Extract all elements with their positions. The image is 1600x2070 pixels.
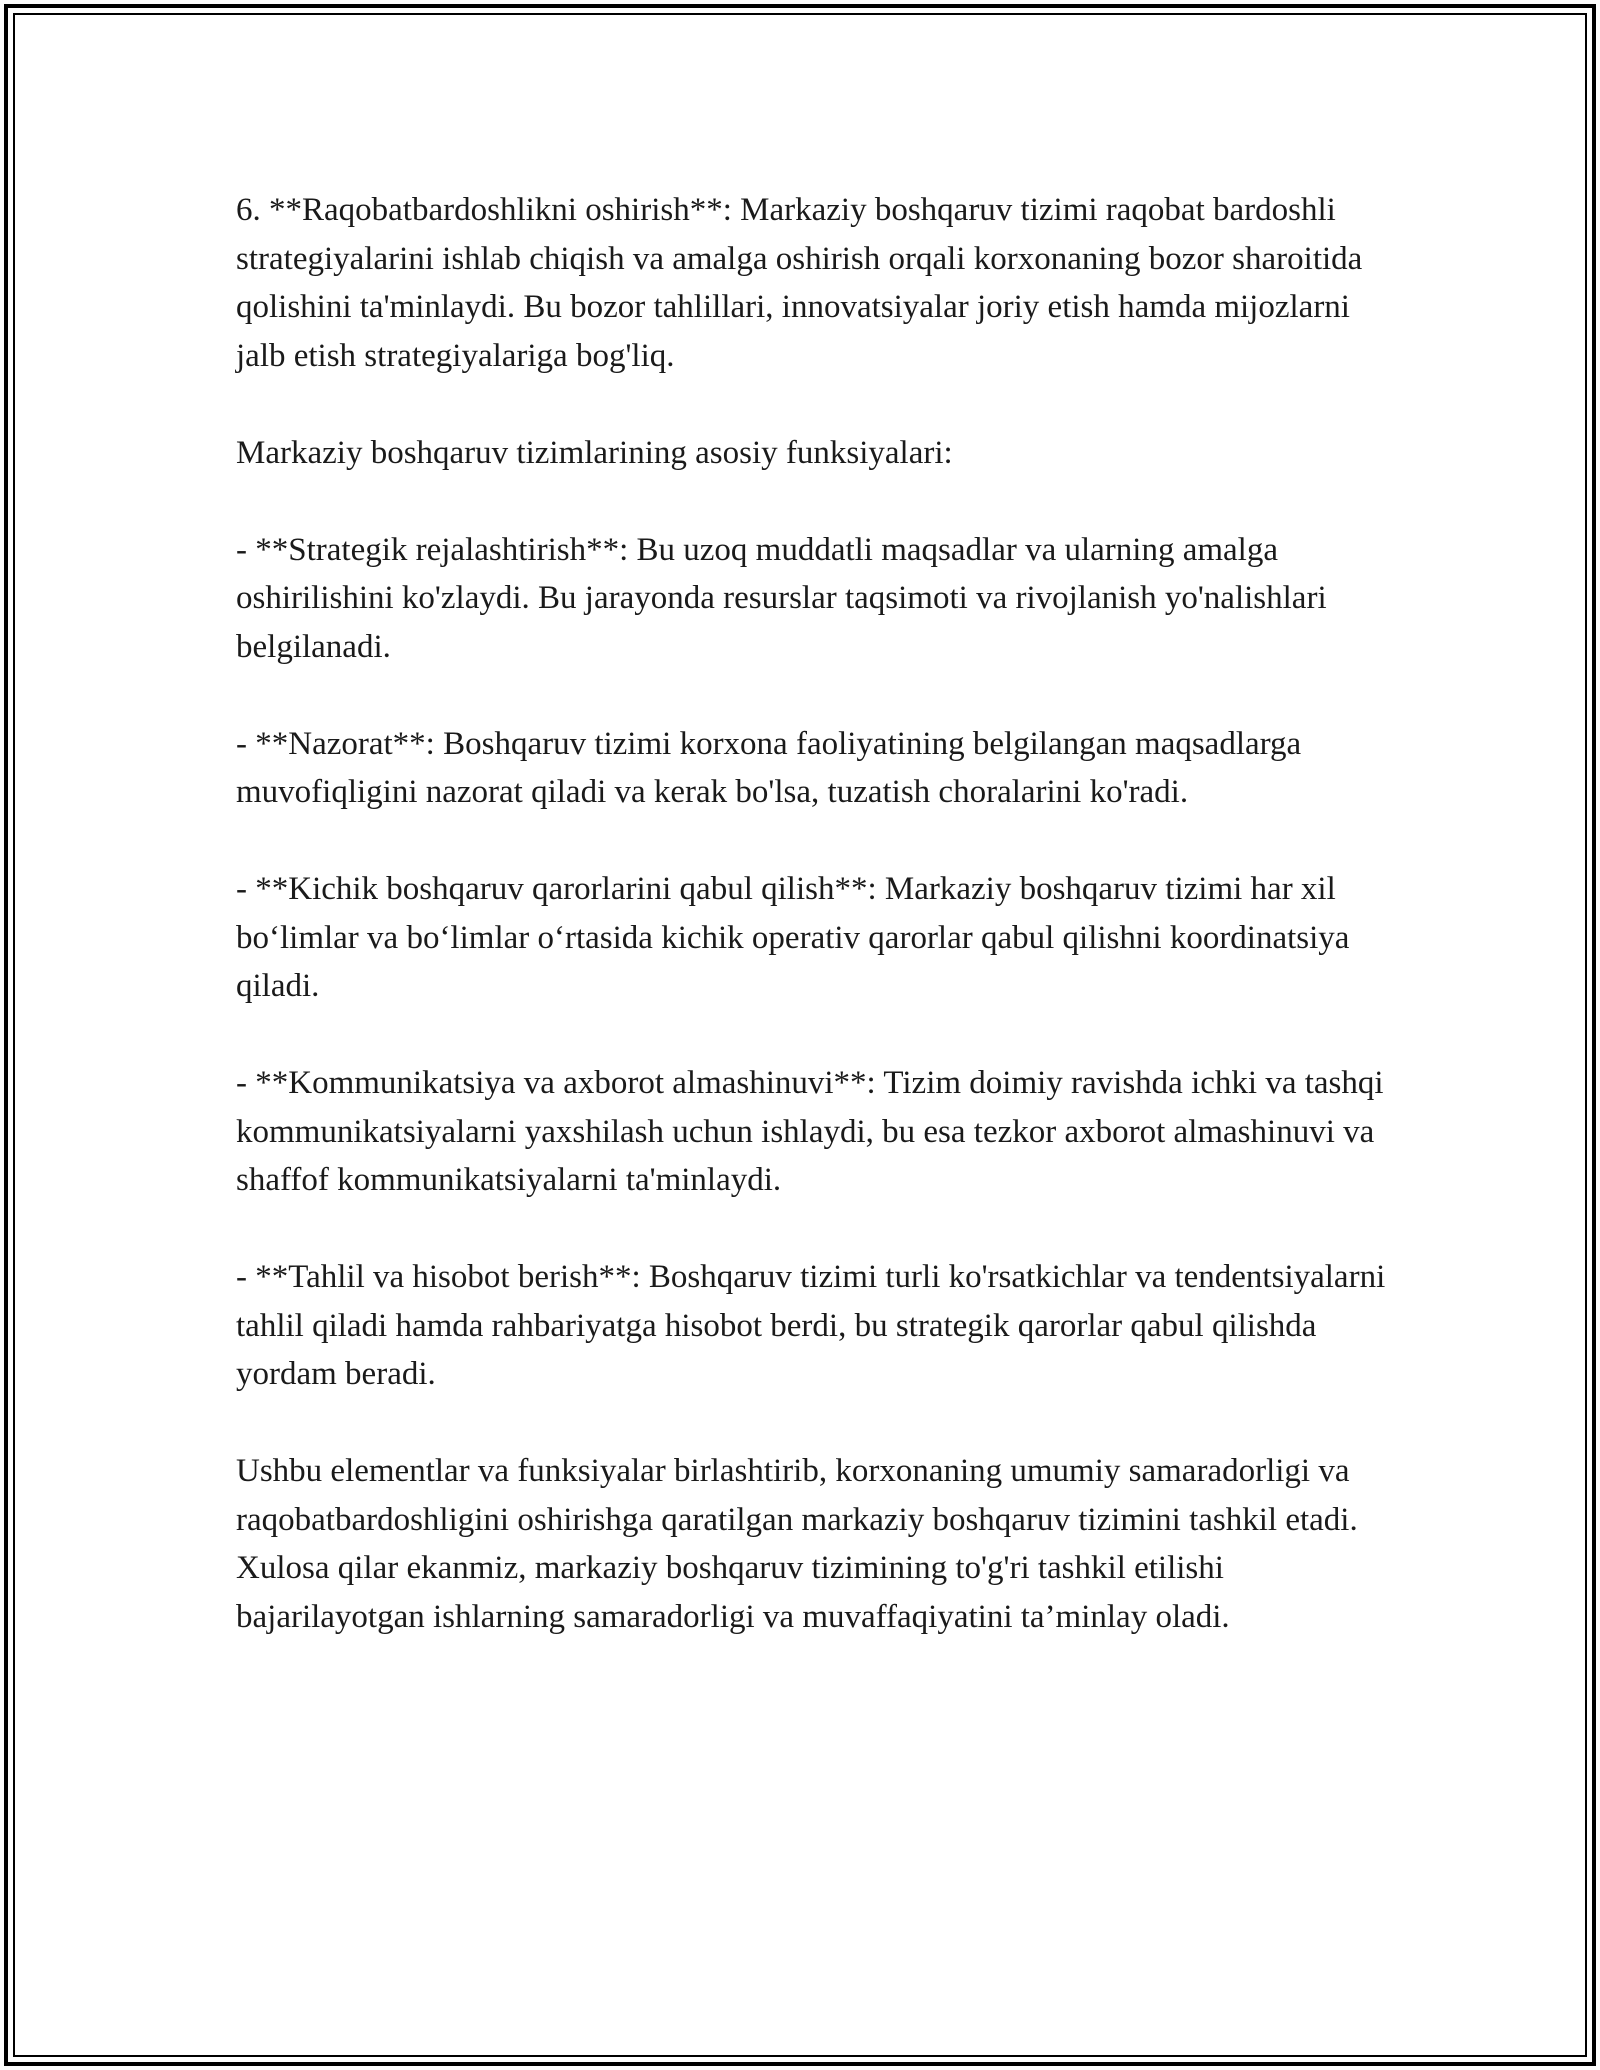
paragraph-competitiveness: 6. **Raqobatbardoshlikni oshirish**: Markaziy boshqaruv tizimi raqobat bardoshli strategiyalarini ishlab chiqish va amalga oshirish orqali korxonaning bozor sharoitida qolishini ta'minlaydi. Bu bozor tahlillari, innovatsiyalar joriy etish hamda mijozlarni jalb etish strategiyalariga bog'liq. [236,192,1363,374]
paragraph-communication: - **Kommunikatsiya va axborot almashinuvi**: Tizim doimiy ravishda ichki va tashqi kommunikatsiyalarni yaxshilash uchun ishlaydi, bu esa tezkor axborot almashinuvi va shaffof kommunikatsiyalarni ta'minlaydi. [236,1065,1384,1198]
paragraph-functions-heading: Markaziy boshqaruv tizimlarining asosiy funksiyalari: [236,434,953,471]
document-body [236,186,1396,1690]
paragraph-analysis-reporting: - **Tahlil va hisobot berish**: Boshqaruv tizimi turli ko'rsatkichlar va tendentsiyalarni tahlil qiladi hamda rahbariyatga hisobot berdi, bu strategik qarorlar qabul qilishda yordam beradi. [236,1259,1386,1392]
paragraph-control: - **Nazorat**: Boshqaruv tizimi korxona faoliyatining belgilangan maqsadlarga muvofiqligini nazorat qiladi va kerak bo'lsa, tuzatish choralarini ko'radi. [236,725,1302,810]
paragraph-small-decisions: - **Kichik boshqaruv qarorlarini qabul qilish**: Markaziy boshqaruv tizimi har xil bo‘limlar va bo‘limlar o‘rtasida kichik operativ qarorlar qabul qilishni koordinatsiya qiladi. [236,871,1350,1004]
paragraph-strategic-planning: - **Strategik rejalashtirish**: Bu uzoq muddatli maqsadlar va ularning amalga oshirilishini ko'zlaydi. Bu jarayonda resurslar taqsimoti va rivojlanish yo'nalishlari belgilanadi. [236,531,1327,665]
paragraph-conclusion: Ushbu elementlar va funksiyalar birlashtirib, korxonaning umumiy samaradorligi va raqobatbardoshligini oshirishga qaratilgan markaziy boshqaruv tizimini tashkil etadi. Xulosa qilar ekanmiz, markaziy boshqaruv tizimining to'g'ri tashkil etilishi bajarilayotgan ishlarning samaradorligi va muvaffaqiyatini ta’minlay oladi. [236,1453,1358,1635]
